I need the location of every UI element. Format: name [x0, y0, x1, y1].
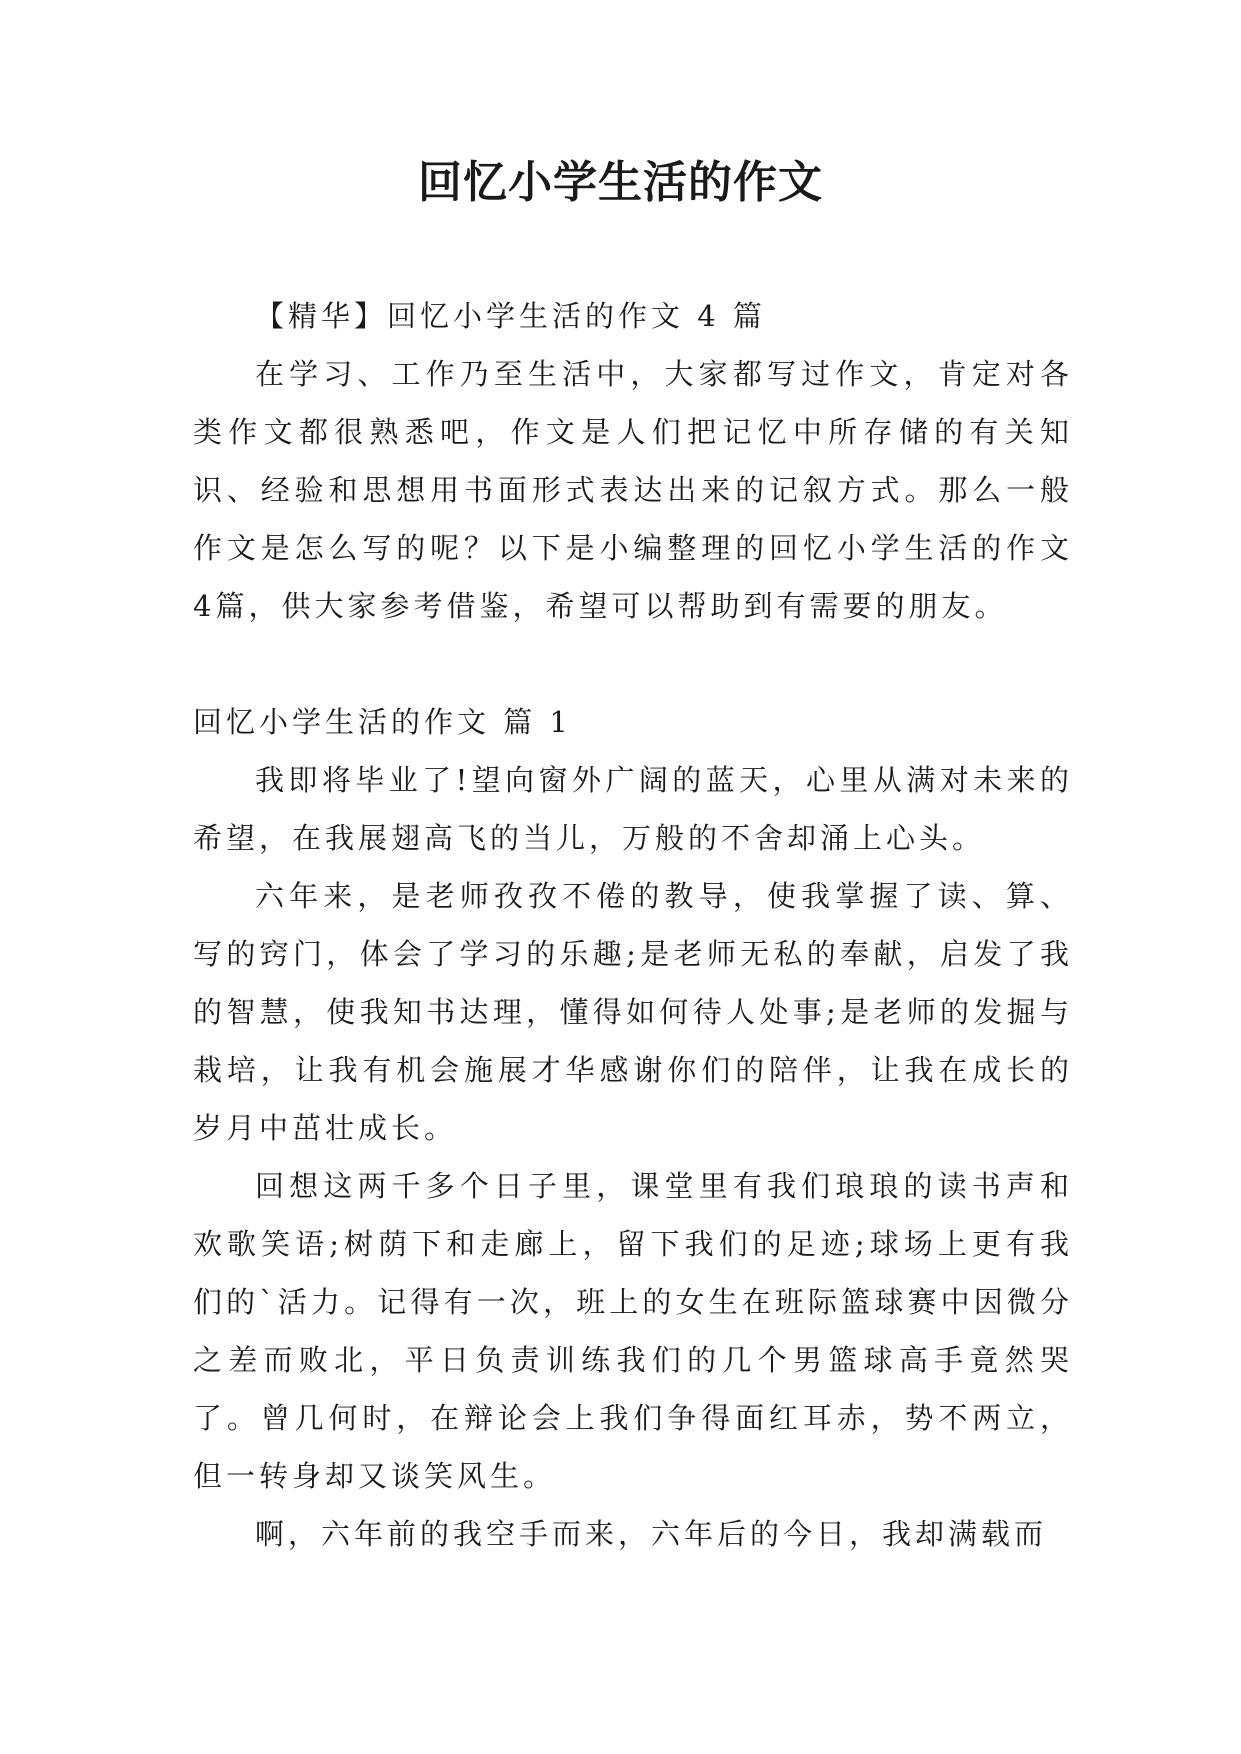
- intro-paragraph: 在学习、工作乃至生活中，大家都写过作文，肯定对各类作文都很熟悉吧，作文是人们把记忆中所存储的有关知识、经验和思想用书面形式表达出来的记叙方式。那么一般作文是怎么写的呢？以下是小编整理的回忆小学生活的作文4篇，供大家参考借鉴，希望可以帮助到有需要的朋友。: [193, 357, 1073, 623]
- paragraph: 我即将毕业了!望向窗外广阔的蓝天，心里从满对未来的希望，在我展翅高飞的当儿，万般的不舍却涌上心头。: [193, 763, 1073, 855]
- paragraph: 六年来，是老师孜孜不倦的教导，使我掌握了读、算、写的窍门，体会了学习的乐趣;是老师无私的奉献，启发了我的智慧，使我知书达理，懂得如何待人处事;是老师的发掘与栽培，让我有机会施展才华感谢你们的陪伴，让我在成长的岁月中茁壮成长。: [193, 879, 1073, 1145]
- document-subtitle: 【精华】回忆小学生活的作文 4 篇: [255, 299, 766, 333]
- paragraph: 回想这两千多个日子里，课堂里有我们琅琅的读书声和欢歌笑语;树荫下和走廊上，留下我们的足迹;球场上更有我们的`活力。记得有一次，班上的女生在班际篮球赛中因微分之差而败北，平日负责训练我们的几个男篮球高手竟然哭了。曾几何时，在辩论会上我们争得面红耳赤，势不两立，但一转身却又谈笑风生。: [193, 1169, 1073, 1493]
- section-heading: 回忆小学生活的作文 篇 1: [193, 705, 572, 739]
- document-body: [193, 287, 1073, 1563]
- paragraph: 啊，六年前的我空手而来，六年后的今日，我却满载而: [255, 1517, 1048, 1551]
- document-title: 回忆小学生活的作文: [418, 157, 823, 208]
